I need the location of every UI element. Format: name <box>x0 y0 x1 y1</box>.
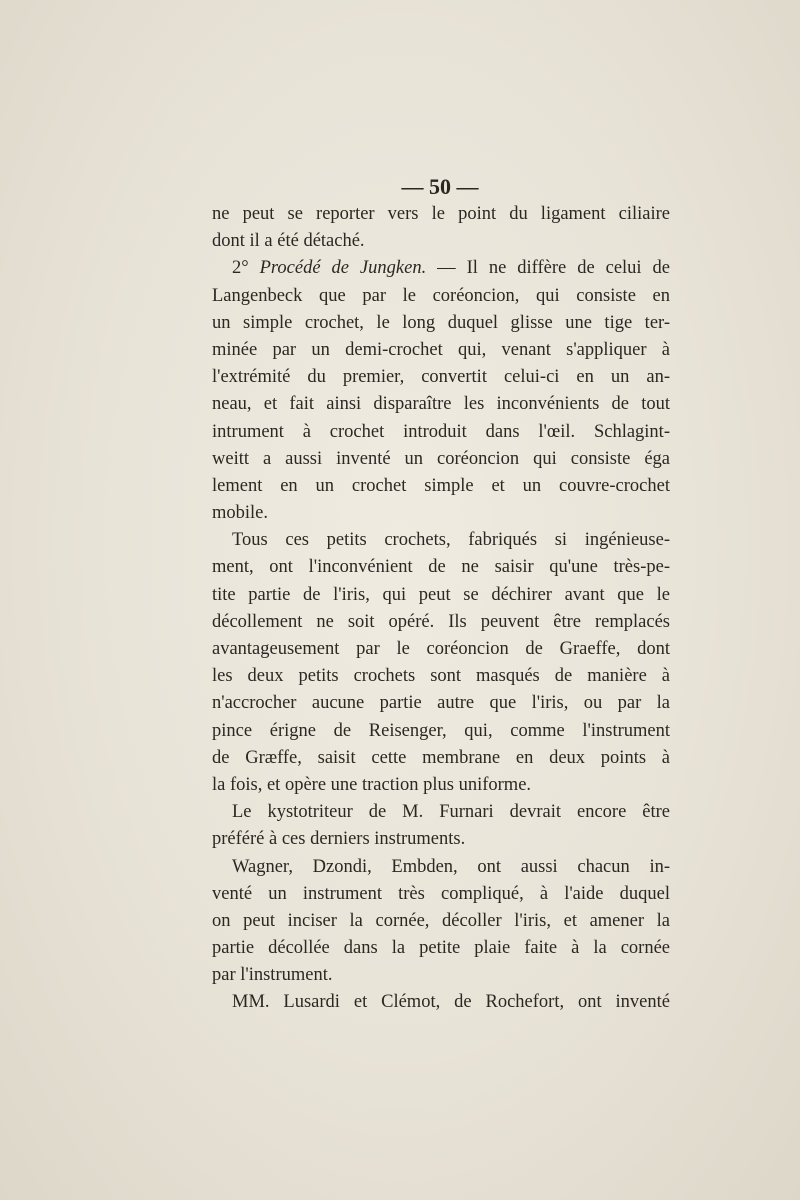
text-line: ment, ont l'inconvénient de ne saisir qu'une très-pe- <box>212 557 670 578</box>
text-line: Tous ces petits crochets, fabriqués si ingénieuse- <box>232 530 670 551</box>
text-line: par l'instrument. <box>212 965 333 986</box>
text-run: — Il ne diffère de celui de <box>426 258 670 279</box>
text-line: tite partie de l'iris, qui peut se déchirer avant que le <box>212 584 670 605</box>
text-line: de Græffe, saisit cette membrane en deux points à <box>212 747 670 768</box>
body-text <box>212 201 670 1017</box>
text-line: intrument à crochet introduit dans l'œil. Schlagint- <box>212 421 670 442</box>
text-line: ne peut se reporter vers le point du ligament ciliaire <box>212 204 670 224</box>
text-line: n'accrocher aucune partie autre que l'iris, ou par la <box>212 693 670 714</box>
text-line: préféré à ces derniers instruments. <box>212 829 466 850</box>
text-line: venté un instrument très compliqué, à l'aide duquel <box>212 883 670 904</box>
text-line: dont il a été détaché. <box>212 231 365 252</box>
text-line: Le kystotriteur de M. Furnari devrait encore être <box>232 802 670 823</box>
text-line: Langenbeck que par le coréoncion, qui consiste en <box>212 285 670 306</box>
procedure-number: 2° <box>232 258 260 279</box>
text-line: minée par un demi-crochet qui, venant s'appliquer à <box>212 339 670 360</box>
text-line: les deux petits crochets sont masqués de manière à <box>212 666 670 687</box>
text-line: pince érigne de Reisenger, qui, comme l'instrument <box>212 720 670 741</box>
text-line: on peut inciser la cornée, décoller l'iris, et amener la <box>212 910 670 931</box>
text-line: partie décollée dans la petite plaie faite à la cornée <box>212 938 670 959</box>
text-line: weitt a aussi inventé un coréoncion qui consiste éga <box>212 448 670 469</box>
text-line: neau, et fait ainsi disparaître les inconvénients de tout <box>212 394 670 415</box>
text-line: l'extrémité du premier, convertit celui-ci en un an- <box>212 367 670 388</box>
text-line: lement en un crochet simple et un couvre-crochet <box>212 475 670 496</box>
text-line-heading <box>212 255 670 282</box>
page-number: — 50 — <box>401 174 479 199</box>
text-line: MM. Lusardi et Clémot, de Rochefort, ont inventé <box>232 992 670 1013</box>
text-line: mobile. <box>212 503 269 524</box>
text-line: la fois, et opère une traction plus uniforme. <box>212 774 532 795</box>
procedure-title: Procédé de Jungken. <box>259 258 427 279</box>
text-line: Wagner, Dzondi, Embden, ont aussi chacun in- <box>232 856 670 877</box>
text-line: un simple crochet, le long duquel glisse une tige ter- <box>212 312 670 333</box>
text-line: avantageusement par le coréoncion de Graeffe, dont <box>212 639 670 659</box>
text-line: décollement ne soit opéré. Ils peuvent être remplacés <box>212 611 670 632</box>
